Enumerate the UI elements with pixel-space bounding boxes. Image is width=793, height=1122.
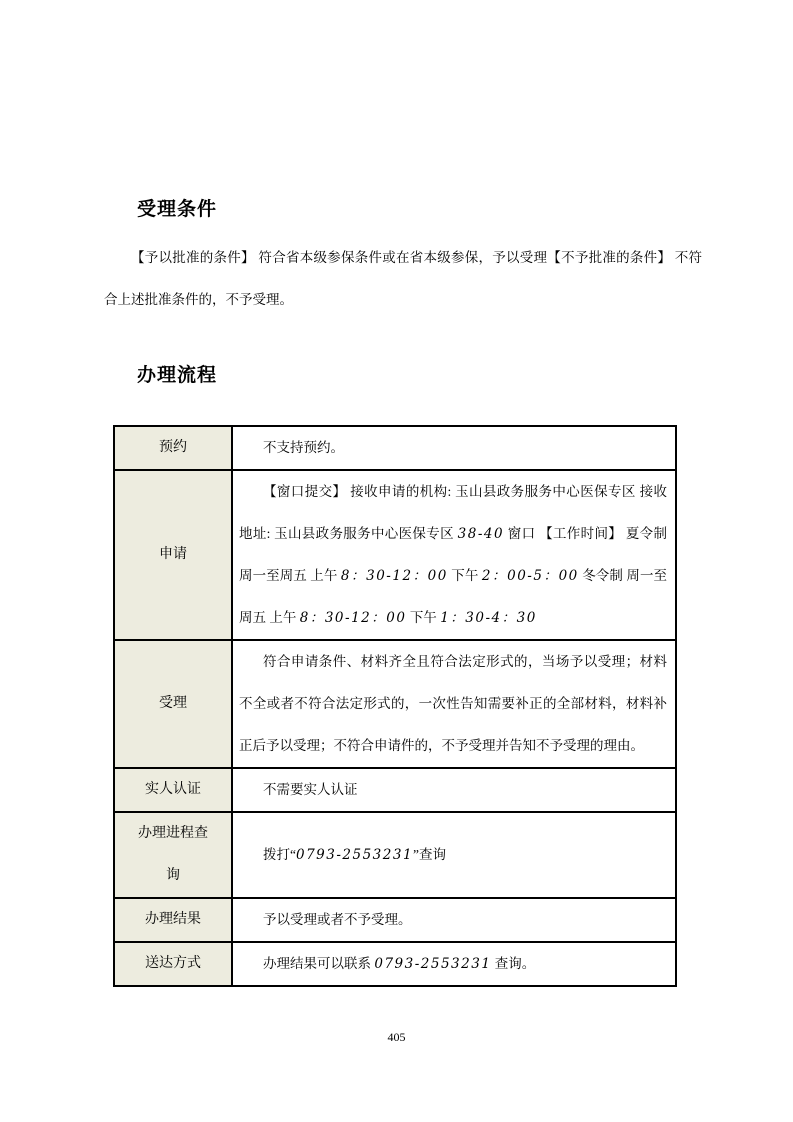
- row-content-progress-inquiry: 拨打“0793-2553231”查询: [232, 812, 676, 898]
- row-content-identity-verification: 不需要实人认证: [232, 768, 676, 812]
- numeric-text: 1：30-4：30: [440, 610, 537, 626]
- table-row-identity-verification: [114, 768, 676, 812]
- table-row-result: [114, 898, 676, 942]
- row-content-delivery-method: 办理结果可以联系 0793-2553231 查询。: [232, 942, 676, 986]
- table-row-progress-inquiry: [114, 812, 676, 898]
- row-label-reservation: 预约: [114, 426, 232, 470]
- table-row-delivery-method: [114, 942, 676, 986]
- row-label-acceptance: 受理: [114, 640, 232, 768]
- numeric-text: 0793-2553231: [374, 956, 492, 972]
- table-row-acceptance: [114, 640, 676, 768]
- acceptance-conditions-paragraph: 【予以批准的条件】 符合省本级参保条件或在省本级参保，予以受理【不予批准的条件】 不符合上述批准条件的，不予受理。: [104, 250, 702, 307]
- table-row-reservation: [114, 426, 676, 470]
- row-content-acceptance: 符合申请条件、材料齐全且符合法定形式的，当场予以受理；材料不全或者不符合法定形式的，一次性告知需要补正的全部材料，材料补正后予以受理；不符合申请件的，不予受理并告知不予受理的理由。: [232, 640, 676, 768]
- numeric-text: 38-40: [457, 526, 505, 542]
- section-title-process-flow: 办理流程: [137, 365, 218, 386]
- numeric-text: 2：00-5：00: [481, 568, 579, 584]
- page-number: 405: [387, 1030, 406, 1044]
- row-label-delivery-method: 送达方式: [114, 942, 232, 986]
- numeric-text: 8：30-12：00: [299, 610, 407, 626]
- numeric-text: 8：30-12：00: [340, 568, 448, 584]
- row-content-result: 予以受理或者不予受理。: [232, 898, 676, 942]
- numeric-text: 0793-2553231: [296, 847, 414, 863]
- row-content-reservation: 不支持预约。: [232, 426, 676, 470]
- process-flow-table: [113, 425, 677, 987]
- process-flow-table-wrap: [113, 425, 677, 987]
- table-row-application: [114, 470, 676, 640]
- row-label-application: 申请: [114, 470, 232, 640]
- row-label-result: 办理结果: [114, 898, 232, 942]
- row-label-progress-inquiry: 办理进程查询: [114, 812, 232, 898]
- row-content-application: 【窗口提交】 接收申请的机构: 玉山县政务服务中心医保专区 接收地址: 玉山县政务服务中心医保专区 38-40 窗口 【工作时间】 夏令制 周一至周五 上午 8：30-12：00 下午 2：00-5：00 冬令制 周一至周五 上午 8：30-12：00 下午 1：30-4：30: [232, 470, 676, 640]
- row-label-identity-verification: 实人认证: [114, 768, 232, 812]
- section-title-acceptance-conditions: 受理条件: [137, 199, 218, 220]
